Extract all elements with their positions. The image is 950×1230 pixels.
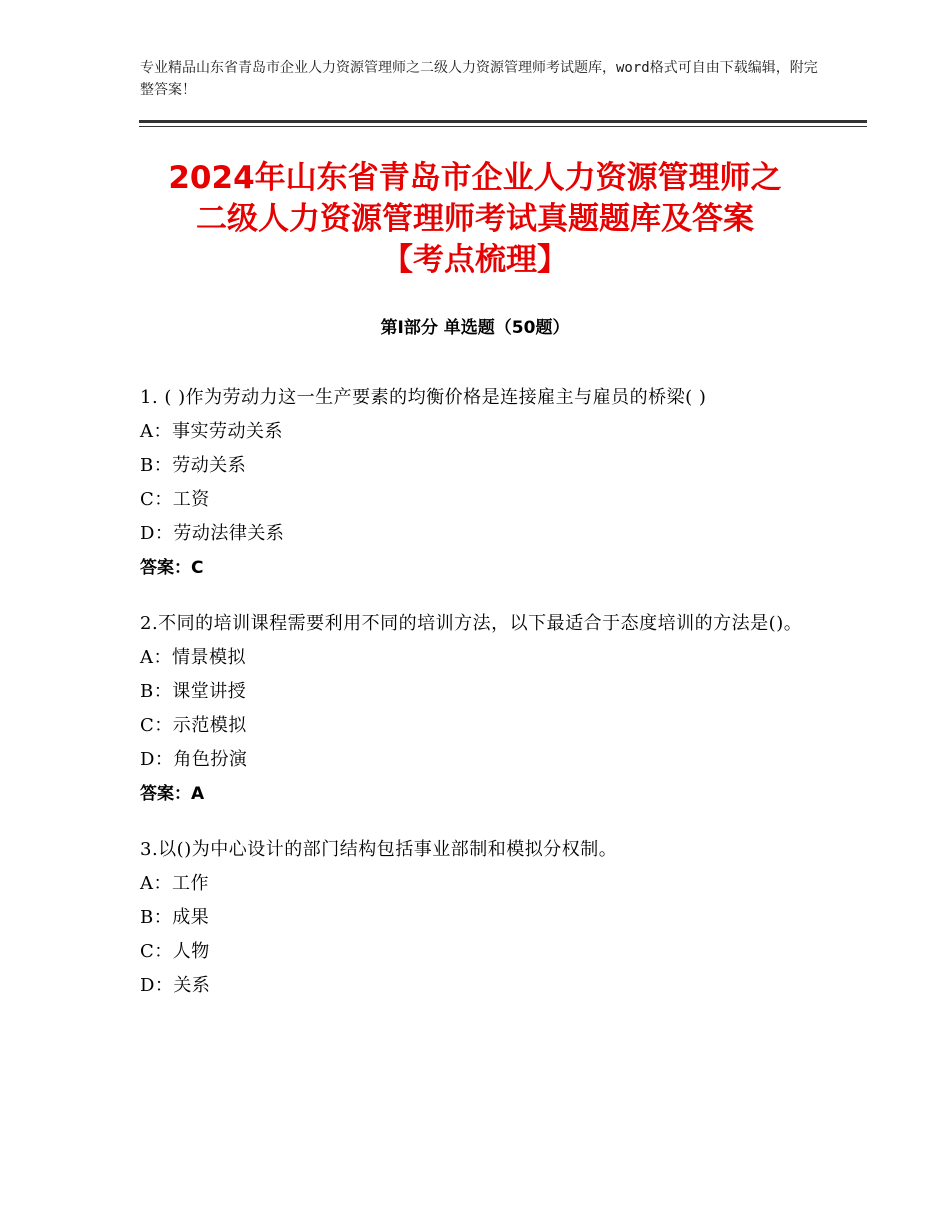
option-b: B：成果 bbox=[140, 907, 210, 928]
option-a: A：情景模拟 bbox=[140, 647, 246, 668]
title-line-2: 二级人力资源管理师考试真题题库及答案 bbox=[196, 201, 754, 237]
question-stem: 2.不同的培训课程需要利用不同的培训方法，以下最适合于态度培训的方法是()。 bbox=[140, 613, 803, 634]
document-title bbox=[100, 158, 850, 281]
title-line-3: 【考点梳理】 bbox=[382, 242, 568, 278]
option-c: C：示范模拟 bbox=[140, 715, 247, 736]
answer: 答案：C bbox=[140, 558, 204, 578]
question-stem: 3.以()为中心设计的部门结构包括事业部制和模拟分权制。 bbox=[140, 839, 618, 860]
option-d: D：关系 bbox=[140, 975, 211, 996]
option-d: D：角色扮演 bbox=[140, 749, 248, 770]
option-d: D：劳动法律关系 bbox=[140, 523, 285, 544]
option-b: B：劳动关系 bbox=[140, 455, 247, 476]
question-3 bbox=[140, 833, 810, 1003]
header-rule-thin bbox=[139, 126, 867, 127]
question-2 bbox=[140, 607, 810, 811]
section-heading: 第Ⅰ部分 单选题（50题） bbox=[380, 318, 570, 338]
option-a: A：工作 bbox=[140, 873, 209, 894]
option-c: C：人物 bbox=[140, 941, 210, 962]
header-rule-thick bbox=[139, 120, 867, 123]
option-a: A：事实劳动关系 bbox=[140, 421, 283, 442]
question-list bbox=[140, 381, 810, 1025]
option-b: B：课堂讲授 bbox=[140, 681, 247, 702]
option-c: C：工资 bbox=[140, 489, 210, 510]
question-stem: 1. ( )作为劳动力这一生产要素的均衡价格是连接雇主与雇员的桥梁( ) bbox=[140, 387, 707, 408]
answer: 答案：A bbox=[140, 784, 205, 804]
title-line-1: 2024年山东省青岛市企业人力资源管理师之 bbox=[168, 160, 782, 196]
question-1 bbox=[140, 381, 810, 585]
header-note: 专业精品山东省青岛市企业人力资源管理师之二级人力资源管理师考试题库，word格式可自由下载编辑，附完整答案！ bbox=[140, 60, 818, 98]
